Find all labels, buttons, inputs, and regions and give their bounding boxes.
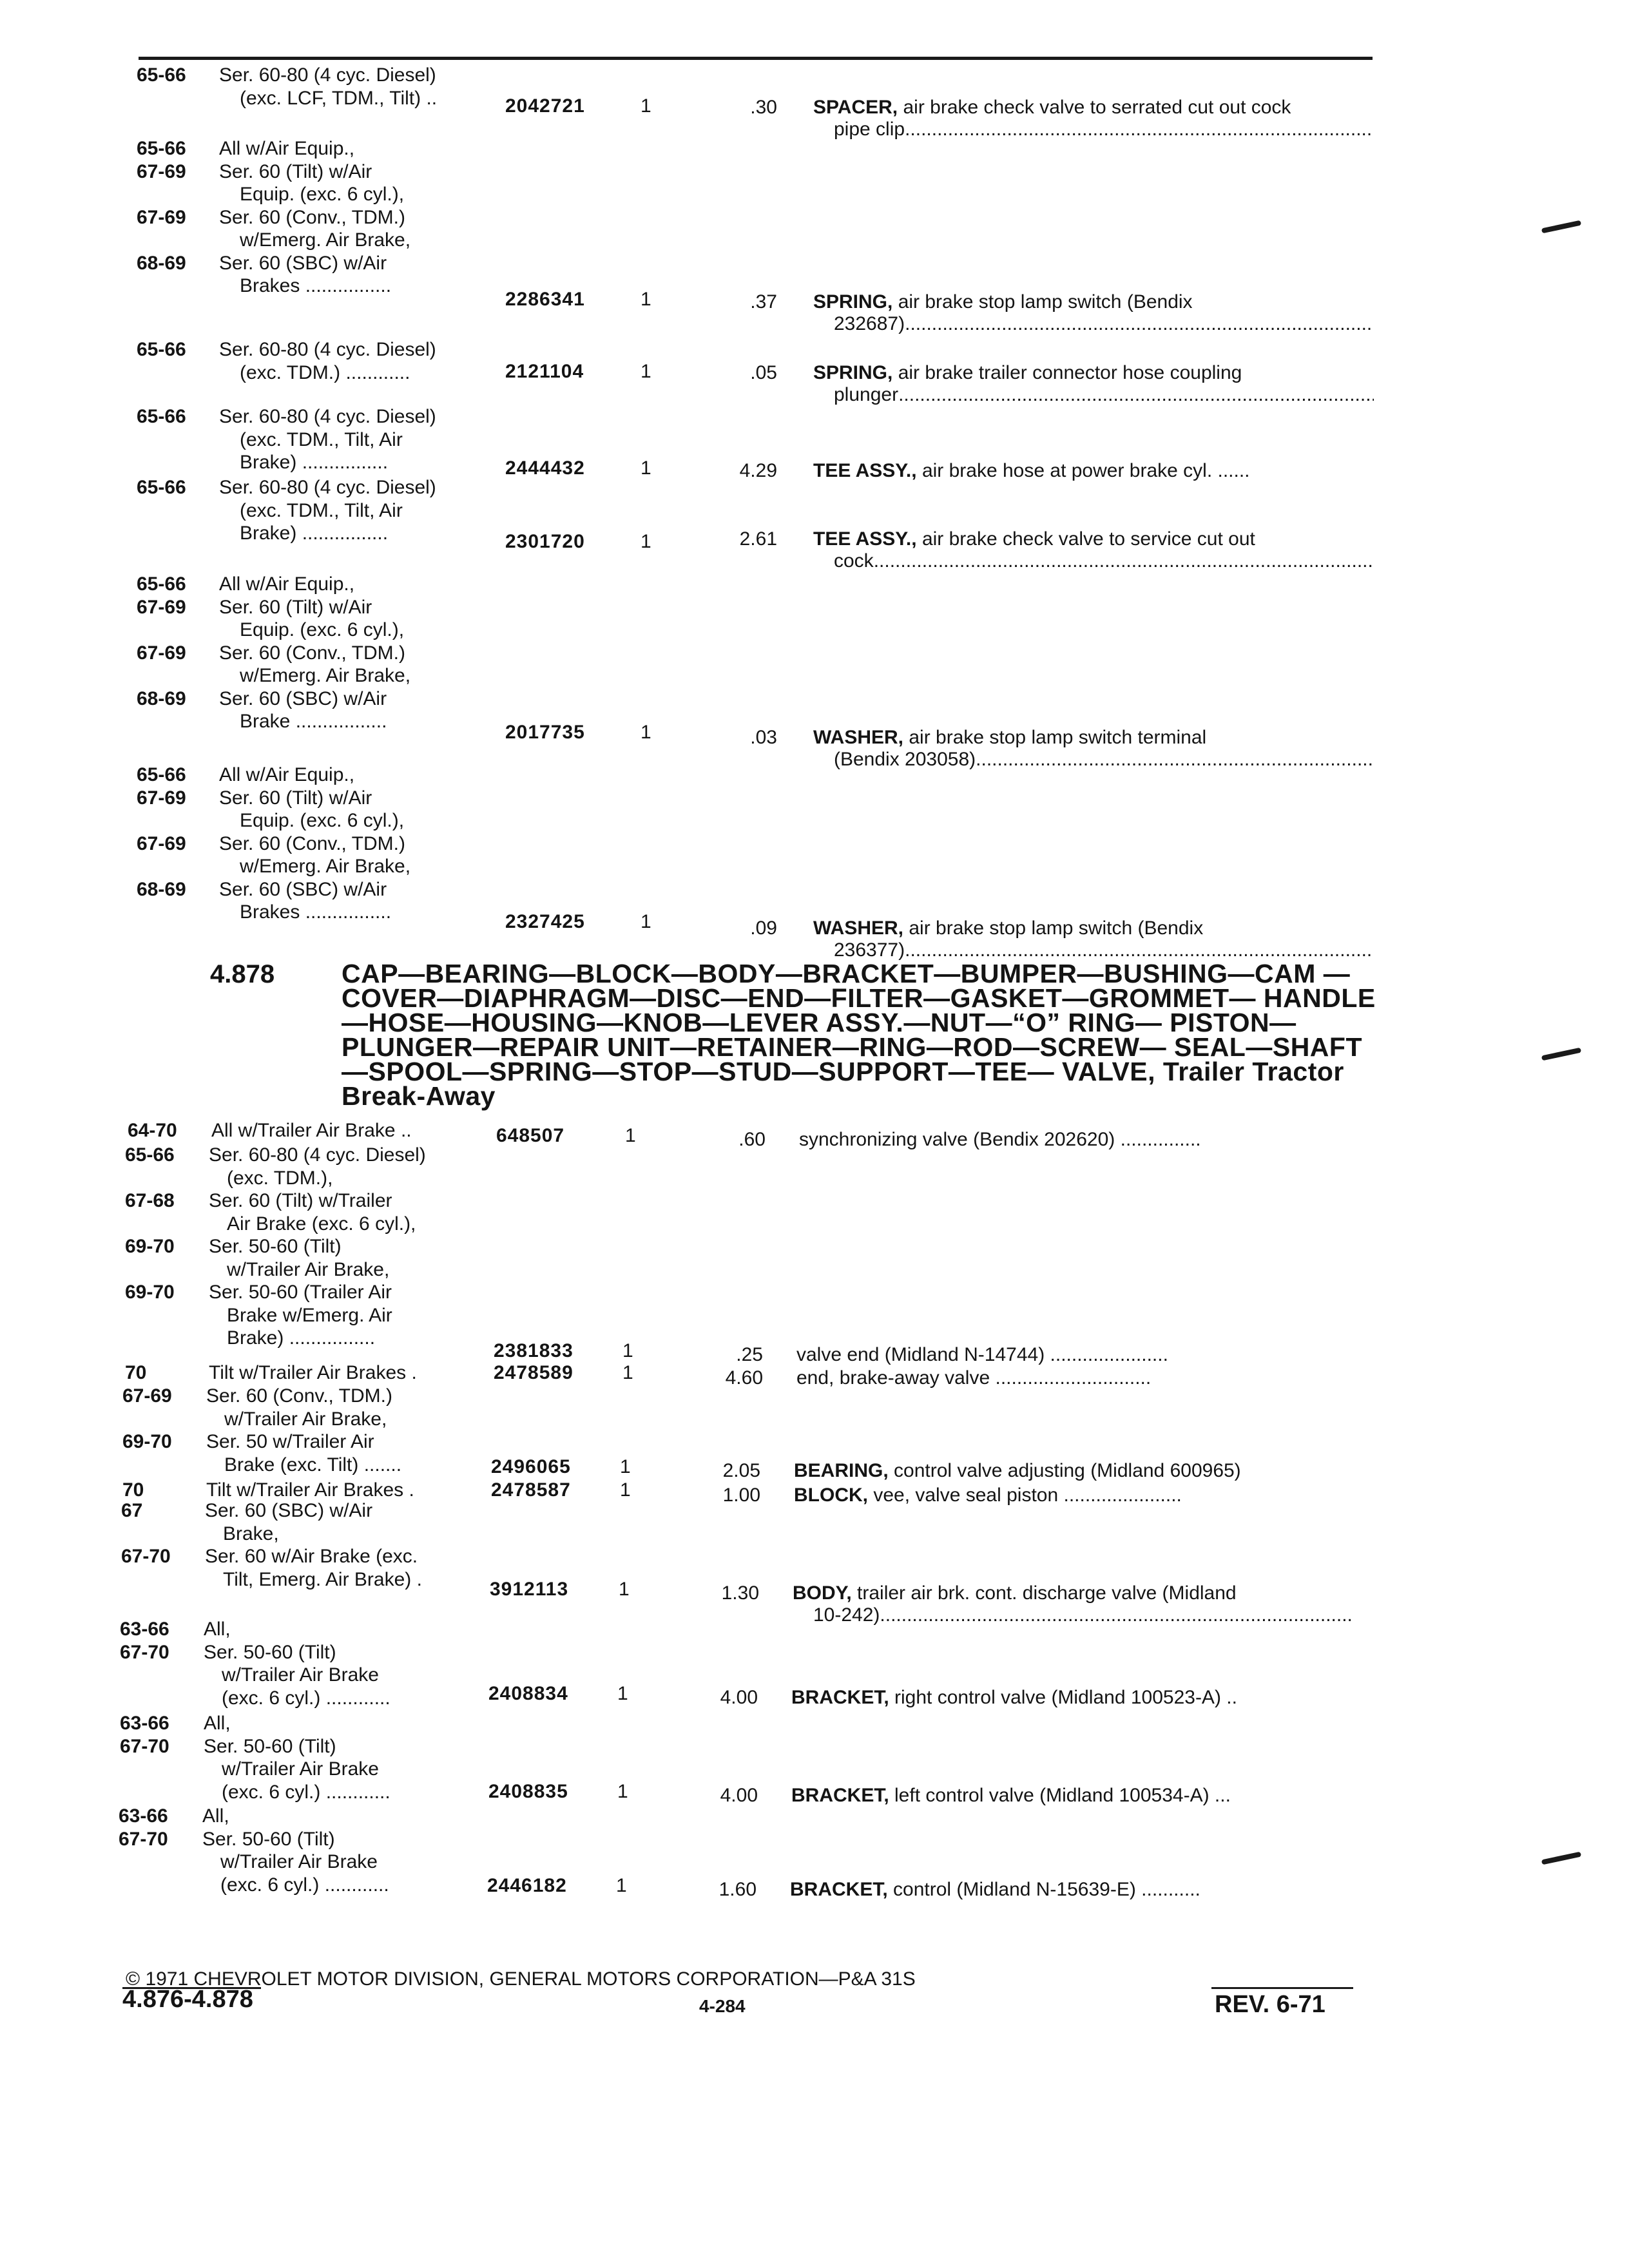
part-name: SPRING,	[813, 291, 893, 312]
application-text: Ser. 60-80 (4 cyc. Diesel)	[219, 477, 436, 498]
part-number: 2286341	[505, 289, 585, 310]
model-years: 63-66	[119, 1805, 168, 1827]
part-detail: right control valve (Midland 100523-A) ..	[889, 1687, 1237, 1708]
model-years: 67-70	[119, 1828, 168, 1850]
part-detail: air brake trailer connector hose coupling	[892, 362, 1242, 383]
model-years: 65-66	[137, 138, 186, 159]
application-text: Equip. (exc. 6 cyl.),	[240, 810, 405, 831]
part-detail-continued: 10-242)	[813, 1604, 880, 1626]
model-years: 69-70	[122, 1431, 172, 1452]
application-text: (exc. TDM., Tilt, Air	[240, 428, 403, 450]
part-description	[796, 1367, 1357, 1389]
application-text: (exc. TDM.) ............	[240, 361, 410, 383]
part-name: SPACER,	[813, 97, 898, 118]
application-text: (exc. 6 cyl.) ............	[220, 1874, 389, 1896]
application-text: Brake) ................	[227, 1327, 376, 1349]
part-description	[796, 1344, 1357, 1366]
application-text: Ser. 60 (Tilt) w/Trailer	[209, 1190, 392, 1211]
part-name: TEE ASSY.,	[813, 528, 917, 550]
part-description	[793, 1582, 1353, 1626]
part-description	[813, 727, 1374, 771]
part-detail-continued: (Bendix 203058)	[834, 749, 976, 770]
part-detail: control valve adjusting (Midland 600965)	[888, 1460, 1241, 1481]
application-text: Brake .................	[240, 711, 387, 732]
part-detail-continued: plunger	[834, 384, 899, 405]
part-description	[813, 528, 1374, 572]
model-years: 67-68	[125, 1190, 175, 1211]
part-number: 3912113	[490, 1579, 569, 1600]
model-years: 67-69	[137, 160, 186, 182]
model-years: 65-66	[137, 764, 186, 785]
application-text: Ser. 60 (Tilt) w/Air	[219, 160, 372, 182]
part-number: 2381833	[494, 1340, 574, 1361]
quantity: 1	[617, 1781, 628, 1802]
footer-revision: REV. 6-71	[1215, 1991, 1325, 2018]
model-years: 69-70	[125, 1282, 175, 1303]
price: .03	[750, 727, 777, 748]
application-text: Brake) ................	[240, 523, 389, 544]
application-text: Ser. 50-60 (Tilt)	[202, 1828, 335, 1850]
model-years: 70	[122, 1479, 144, 1501]
price: 1.30	[721, 1582, 759, 1604]
application-text: All w/Air Equip.,	[219, 138, 355, 159]
group-number: 4.878	[210, 960, 275, 988]
part-name: BODY,	[793, 1582, 852, 1604]
application-text: (exc. TDM.),	[227, 1167, 333, 1189]
model-years: 67-69	[137, 596, 186, 618]
model-years: 67	[121, 1500, 143, 1521]
model-years: 70	[125, 1362, 147, 1383]
application-text: Ser. 60 (SBC) w/Air	[219, 878, 387, 900]
application-text: Ser. 60 (SBC) w/Air	[219, 252, 387, 274]
application-text: Ser. 60-80 (4 cyc. Diesel)	[219, 339, 436, 360]
part-detail: air brake check valve to serrated cut out cock	[898, 97, 1291, 118]
part-number: 2478587	[491, 1479, 571, 1501]
application-text: Ser. 60 (Tilt) w/Air	[219, 787, 372, 809]
application-text: Equip. (exc. 6 cyl.),	[240, 184, 405, 205]
application-text: (exc. 6 cyl.) ............	[222, 1781, 390, 1803]
application-text: (exc. TDM., Tilt, Air	[240, 499, 403, 521]
application-text: (exc. 6 cyl.) ............	[222, 1687, 390, 1709]
application-text: All,	[204, 1713, 231, 1734]
part-number: 2327425	[505, 911, 585, 932]
part-description	[791, 1687, 1352, 1709]
model-years: 67-69	[137, 206, 186, 228]
part-detail: air brake stop lamp switch terminal	[903, 727, 1207, 748]
part-name: BLOCK,	[794, 1485, 868, 1506]
price: 4.29	[739, 460, 777, 481]
quantity: 1	[641, 911, 651, 932]
application-text: Ser. 50-60 (Tilt)	[204, 1641, 336, 1663]
application-text: Equip. (exc. 6 cyl.),	[240, 619, 405, 640]
application-text: All w/Air Equip.,	[219, 573, 355, 595]
part-detail-continued: pipe clip	[834, 119, 905, 140]
application-text: Brakes ................	[240, 275, 392, 296]
application-text: Ser. 60 (SBC) w/Air	[219, 687, 387, 709]
quantity: 1	[641, 722, 651, 743]
model-years: 67-70	[120, 1735, 169, 1757]
application-text: Ser. 50-60 (Trailer Air	[209, 1282, 392, 1303]
quantity: 1	[641, 95, 651, 117]
model-years: 63-66	[120, 1713, 169, 1734]
model-years: 68-69	[137, 252, 186, 274]
quantity: 1	[620, 1456, 631, 1477]
part-name: BRACKET,	[791, 1687, 889, 1708]
model-years: 65-66	[137, 573, 186, 595]
application-text: Ser. 60-80 (4 cyc. Diesel)	[209, 1144, 426, 1166]
part-number: 648507	[496, 1125, 565, 1146]
price: .30	[750, 97, 777, 118]
price: 4.60	[725, 1367, 763, 1389]
part-description	[790, 1879, 1351, 1901]
part-description	[813, 460, 1374, 482]
quantity: 1	[617, 1683, 628, 1704]
part-number: 2042721	[505, 95, 585, 117]
part-detail: air brake check valve to service cut out	[916, 528, 1255, 550]
quantity: 1	[641, 531, 651, 552]
price: 4.00	[720, 1687, 758, 1708]
price: 1.60	[718, 1879, 757, 1900]
application-text: Ser. 50 w/Trailer Air	[206, 1431, 374, 1452]
application-text: Tilt w/Trailer Air Brakes .	[206, 1479, 414, 1501]
application-text: Brake w/Emerg. Air	[227, 1304, 392, 1326]
part-name: BRACKET,	[791, 1785, 889, 1806]
quantity: 1	[641, 289, 651, 310]
application-text: Tilt, Emerg. Air Brake) .	[223, 1568, 422, 1590]
application-text: All w/Air Equip.,	[219, 764, 355, 785]
footer-copyright: © 1971 CHEVROLET MOTOR DIVISION, GENERAL MOTORS CORPORATION—P&A 31S	[126, 1968, 916, 1990]
part-detail: air brake hose at power brake cyl. ......	[916, 460, 1250, 481]
part-name: TEE ASSY.,	[813, 460, 917, 481]
part-description	[794, 1485, 1354, 1506]
application-text: Brake) ................	[240, 452, 389, 473]
leader-dots	[905, 313, 1374, 335]
leader-dots	[905, 119, 1374, 140]
application-text: w/Trailer Air Brake	[222, 1664, 379, 1686]
part-description	[813, 918, 1374, 961]
group-title: CAP—BEARING—BLOCK—BODY—BRACKET—BUMPER—BUSHING—CAM —COVER—DIAPHRAGM—DISC—END—FILTER—GASKET—GROMMET— HANDLE—HOSE—HOUSING—KNOB—LEVER ASSY.—NUT—“O” RING— PISTON—PLUNGER—REPAIR UNIT—RETAINER—RING—ROD—SCREW— SEAL—SHAFT—SPOOL—SPRING—STOP—STUD—SUPPORT—TEE— VALVE, Trailer Tractor Break-Away	[342, 959, 1376, 1111]
price: 2.05	[722, 1460, 760, 1481]
model-years: 65-66	[137, 477, 186, 498]
leader-dots	[976, 749, 1374, 771]
part-detail-continued: 236377)	[834, 939, 905, 961]
model-years: 64-70	[128, 1120, 177, 1141]
part-detail: synchronizing valve (Bendix 202620) ...............	[799, 1129, 1201, 1150]
application-text: w/Trailer Air Brake	[220, 1851, 378, 1872]
leader-dots	[898, 384, 1374, 406]
application-text: Ser. 60 (SBC) w/Air	[205, 1500, 373, 1521]
leader-dots	[874, 550, 1374, 572]
application-text: Ser. 60-80 (4 cyc. Diesel)	[219, 406, 436, 427]
part-description	[791, 1785, 1352, 1807]
application-text: Ser. 60 (Conv., TDM.)	[219, 206, 405, 228]
quantity: 1	[641, 361, 651, 382]
part-description	[799, 1129, 1360, 1151]
model-years: 67-69	[137, 832, 186, 854]
part-detail: control (Midland N-15639-E) ...........	[887, 1879, 1200, 1900]
model-years: 63-66	[120, 1619, 169, 1640]
application-text: Ser. 60 (Conv., TDM.)	[206, 1385, 392, 1407]
application-text: All,	[202, 1805, 229, 1827]
part-detail-continued: cock	[834, 550, 874, 572]
part-number: 2446182	[487, 1875, 567, 1896]
part-number: 2478589	[494, 1362, 574, 1383]
quantity: 1	[616, 1875, 627, 1896]
application-text: Ser. 60 w/Air Brake (exc.	[205, 1546, 418, 1567]
quantity: 1	[622, 1340, 633, 1361]
price: .05	[750, 362, 777, 383]
application-text: Air Brake (exc. 6 cyl.),	[227, 1213, 416, 1235]
application-text: All,	[204, 1619, 231, 1640]
model-years: 65-66	[137, 339, 186, 360]
part-number: 2444432	[505, 457, 585, 479]
part-number: 2121104	[505, 361, 584, 382]
part-description	[794, 1460, 1354, 1482]
footer-rule-right	[1211, 1987, 1353, 1989]
part-detail: trailer air brk. cont. discharge valve (Midland	[851, 1582, 1237, 1604]
application-text: Ser. 60 (Tilt) w/Air	[219, 596, 372, 618]
application-text: Ser. 50-60 (Tilt)	[204, 1735, 336, 1757]
model-years: 65-66	[137, 406, 186, 427]
quantity: 1	[641, 457, 651, 479]
application-text: Brake,	[223, 1523, 279, 1544]
model-years: 67-70	[120, 1641, 169, 1663]
margin-mark	[1541, 1048, 1581, 1061]
model-years: 67-70	[121, 1546, 171, 1567]
part-description	[813, 362, 1374, 406]
application-text: w/Emerg. Air Brake,	[240, 665, 411, 686]
application-text: Ser. 60-80 (4 cyc. Diesel)	[219, 64, 436, 86]
leader-dots	[905, 939, 1374, 961]
price: 1.00	[722, 1485, 760, 1506]
part-name: BRACKET,	[790, 1879, 888, 1900]
application-text: (exc. LCF, TDM., Tilt) ..	[240, 87, 438, 109]
application-text: Brake (exc. Tilt) .......	[224, 1454, 402, 1475]
price: .25	[736, 1344, 763, 1365]
model-years: 69-70	[125, 1236, 175, 1257]
leader-dots	[880, 1604, 1353, 1626]
part-detail: air brake stop lamp switch (Bendix	[892, 291, 1193, 312]
application-text: Ser. 50-60 (Tilt)	[209, 1236, 342, 1257]
application-text: Tilt w/Trailer Air Brakes .	[209, 1362, 417, 1383]
part-number: 2017735	[505, 722, 585, 743]
part-detail: vee, valve seal piston ......................	[868, 1485, 1182, 1506]
part-number: 2301720	[505, 531, 585, 552]
application-text: Ser. 60 (Conv., TDM.)	[219, 642, 405, 664]
quantity: 1	[620, 1479, 631, 1501]
part-description	[813, 97, 1374, 140]
model-years: 67-69	[137, 642, 186, 664]
application-text: w/Emerg. Air Brake,	[240, 229, 411, 251]
application-text: Brakes ................	[240, 901, 392, 923]
part-name: WASHER,	[813, 918, 904, 939]
top-rule	[139, 57, 1373, 60]
price: .09	[750, 918, 777, 939]
part-name: WASHER,	[813, 727, 904, 748]
part-detail: end, brake-away valve .............................	[796, 1367, 1152, 1389]
quantity: 1	[625, 1125, 636, 1146]
margin-mark	[1541, 1852, 1581, 1865]
part-name: BEARING,	[794, 1460, 889, 1481]
part-name: SPRING,	[813, 362, 893, 383]
price: 4.00	[720, 1785, 758, 1806]
application-text: w/Emerg. Air Brake,	[240, 856, 411, 877]
part-detail: valve end (Midland N-14744) ......................	[796, 1344, 1168, 1365]
part-number: 2408834	[488, 1683, 568, 1704]
application-text: w/Trailer Air Brake,	[227, 1258, 390, 1280]
application-text: w/Trailer Air Brake,	[224, 1408, 387, 1430]
model-years: 65-66	[137, 64, 186, 86]
part-detail: air brake stop lamp switch (Bendix	[903, 918, 1204, 939]
application-text: Ser. 60 (Conv., TDM.)	[219, 832, 405, 854]
part-number: 2496065	[491, 1456, 571, 1477]
model-years: 67-69	[137, 787, 186, 809]
application-text: w/Trailer Air Brake	[222, 1758, 379, 1780]
footer-page-number: 4-284	[699, 1996, 746, 2016]
part-number: 2408835	[488, 1781, 568, 1802]
quantity: 1	[622, 1362, 633, 1383]
price: .60	[738, 1129, 766, 1150]
price: .37	[750, 291, 777, 312]
application-text: All w/Trailer Air Brake ..	[211, 1120, 412, 1141]
model-years: 65-66	[125, 1144, 175, 1166]
part-detail-continued: 232687)	[834, 313, 905, 334]
model-years: 68-69	[137, 687, 186, 709]
model-years: 67-69	[122, 1385, 172, 1407]
part-description	[813, 291, 1374, 335]
footer-section-range: 4.876-4.878	[122, 1986, 253, 2013]
part-detail: left control valve (Midland 100534-A) ...	[889, 1785, 1231, 1806]
quantity: 1	[619, 1579, 630, 1600]
margin-mark	[1541, 220, 1581, 234]
price: 2.61	[739, 528, 777, 550]
model-years: 68-69	[137, 878, 186, 900]
